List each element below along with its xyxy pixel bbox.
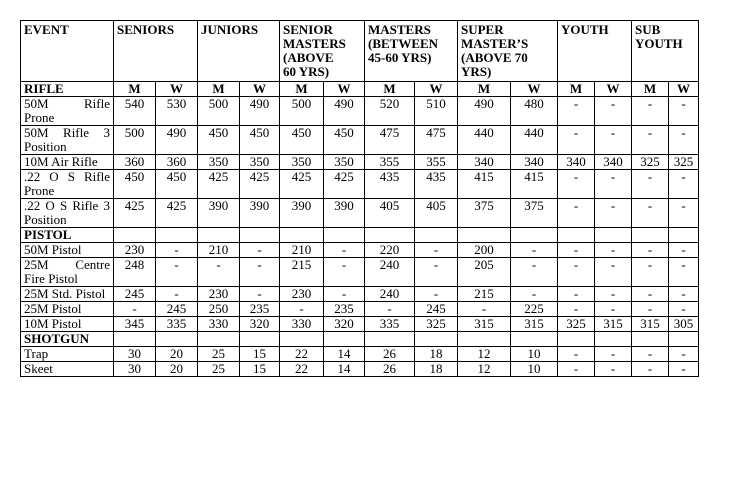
score-cell: 355 <box>365 155 415 170</box>
section-empty-cell <box>415 228 458 243</box>
section-title: PISTOL <box>21 228 114 243</box>
score-cell: - <box>415 243 458 258</box>
section-empty-cell <box>669 228 699 243</box>
gender-label-w: W <box>669 82 699 97</box>
score-cell: 10 <box>511 362 558 377</box>
score-cell: 425 <box>198 170 240 199</box>
score-cell: 235 <box>240 302 280 317</box>
section-title: SHOTGUN <box>21 332 114 347</box>
gender-label-m: M <box>458 82 511 97</box>
event-name: 50M Rifle Prone <box>21 97 114 126</box>
score-cell: 350 <box>280 155 324 170</box>
score-cell: - <box>595 258 632 287</box>
table-body <box>21 82 699 377</box>
gender-label-m: M <box>558 82 595 97</box>
section-empty-cell <box>458 332 511 347</box>
gender-label-m: M <box>198 82 240 97</box>
table-row <box>21 317 699 332</box>
header-senior-masters: SENIOR MASTERS (ABOVE 60 YRS) <box>280 21 365 82</box>
table-row <box>21 243 699 258</box>
score-cell: - <box>595 362 632 377</box>
section-empty-cell <box>198 332 240 347</box>
score-cell: 375 <box>511 199 558 228</box>
gender-label-m: M <box>280 82 324 97</box>
event-name: 10M Pistol <box>21 317 114 332</box>
section-empty-cell <box>595 228 632 243</box>
score-cell: 440 <box>458 126 511 155</box>
section-empty-cell <box>324 228 365 243</box>
score-cell: - <box>669 302 699 317</box>
table-row <box>21 97 699 126</box>
gender-label-w: W <box>511 82 558 97</box>
score-cell: 230 <box>280 287 324 302</box>
score-cell: - <box>558 199 595 228</box>
score-cell: 450 <box>114 170 156 199</box>
score-cell: 390 <box>324 199 365 228</box>
score-cell: 490 <box>324 97 365 126</box>
score-cell: - <box>156 287 198 302</box>
score-cell: - <box>669 258 699 287</box>
score-cell: - <box>511 287 558 302</box>
score-cell: 340 <box>458 155 511 170</box>
event-name: 25M Pistol <box>21 302 114 317</box>
score-cell: 450 <box>280 126 324 155</box>
score-cell: 480 <box>511 97 558 126</box>
score-cell: - <box>558 302 595 317</box>
score-cell: 305 <box>669 317 699 332</box>
table-row <box>21 362 699 377</box>
score-cell: 12 <box>458 347 511 362</box>
score-cell: - <box>324 258 365 287</box>
section-row-pistol <box>21 228 699 243</box>
score-cell: 325 <box>558 317 595 332</box>
score-cell: - <box>669 199 699 228</box>
event-name: Skeet <box>21 362 114 377</box>
score-cell: 425 <box>240 170 280 199</box>
section-empty-cell <box>156 228 198 243</box>
gender-label-w: W <box>595 82 632 97</box>
score-cell: - <box>558 243 595 258</box>
table-row <box>21 126 699 155</box>
section-empty-cell <box>669 332 699 347</box>
score-cell: 415 <box>511 170 558 199</box>
score-cell: 450 <box>240 126 280 155</box>
score-cell: 325 <box>415 317 458 332</box>
section-title: RIFLE <box>21 82 114 97</box>
section-empty-cell <box>511 228 558 243</box>
event-name: 50M Pistol <box>21 243 114 258</box>
score-cell: 210 <box>280 243 324 258</box>
score-cell: 315 <box>595 317 632 332</box>
score-cell: 240 <box>365 287 415 302</box>
score-cell: - <box>632 97 669 126</box>
score-cell: 205 <box>458 258 511 287</box>
score-cell: - <box>324 287 365 302</box>
score-cell: 245 <box>415 302 458 317</box>
table-row <box>21 155 699 170</box>
score-cell: - <box>558 126 595 155</box>
score-cell: 475 <box>365 126 415 155</box>
score-cell: 30 <box>114 347 156 362</box>
score-cell: - <box>558 170 595 199</box>
score-cell: - <box>669 170 699 199</box>
header-sub-youth: SUB YOUTH <box>632 21 699 82</box>
score-cell: 10 <box>511 347 558 362</box>
section-empty-cell <box>280 228 324 243</box>
score-cell: - <box>240 258 280 287</box>
table-container <box>20 20 699 377</box>
score-cell: 425 <box>280 170 324 199</box>
score-cell: 335 <box>156 317 198 332</box>
score-cell: 340 <box>558 155 595 170</box>
score-cell: - <box>595 347 632 362</box>
score-cell: 245 <box>156 302 198 317</box>
score-cell: 390 <box>198 199 240 228</box>
score-cell: 520 <box>365 97 415 126</box>
header-youth: YOUTH <box>558 21 632 82</box>
score-cell: - <box>669 126 699 155</box>
section-empty-cell <box>632 228 669 243</box>
score-cell: - <box>595 287 632 302</box>
score-cell: - <box>558 97 595 126</box>
section-empty-cell <box>595 332 632 347</box>
score-cell: 25 <box>198 347 240 362</box>
score-cell: 360 <box>156 155 198 170</box>
score-cell: 315 <box>632 317 669 332</box>
score-cell: 240 <box>365 258 415 287</box>
score-cell: 340 <box>595 155 632 170</box>
score-cell: 220 <box>365 243 415 258</box>
score-cell: - <box>511 258 558 287</box>
score-cell: 475 <box>415 126 458 155</box>
score-cell: 435 <box>415 170 458 199</box>
score-cell: 490 <box>240 97 280 126</box>
header-event: EVENT <box>21 21 114 82</box>
score-cell: 245 <box>114 287 156 302</box>
score-cell: - <box>558 258 595 287</box>
score-cell: 315 <box>511 317 558 332</box>
score-cell: - <box>415 258 458 287</box>
gender-label-m: M <box>632 82 669 97</box>
score-cell: 230 <box>114 243 156 258</box>
score-cell: 30 <box>114 362 156 377</box>
score-cell: 248 <box>114 258 156 287</box>
score-cell: - <box>595 126 632 155</box>
score-cell: 390 <box>280 199 324 228</box>
score-cell: - <box>632 170 669 199</box>
score-cell: 390 <box>240 199 280 228</box>
table-row <box>21 347 699 362</box>
score-cell: - <box>558 347 595 362</box>
section-empty-cell <box>240 228 280 243</box>
section-empty-cell <box>415 332 458 347</box>
section-empty-cell <box>240 332 280 347</box>
score-cell: 250 <box>198 302 240 317</box>
score-cell: 25 <box>198 362 240 377</box>
score-cell: 450 <box>198 126 240 155</box>
score-cell: - <box>632 126 669 155</box>
section-empty-cell <box>280 332 324 347</box>
score-cell: 15 <box>240 362 280 377</box>
event-name: .22 O S Rifle Prone <box>21 170 114 199</box>
score-cell: - <box>632 362 669 377</box>
score-cell: 215 <box>458 287 511 302</box>
section-row-rifle <box>21 82 699 97</box>
score-cell: 315 <box>458 317 511 332</box>
score-cell: 530 <box>156 97 198 126</box>
score-cell: 350 <box>240 155 280 170</box>
score-cell: 375 <box>458 199 511 228</box>
score-cell: 210 <box>198 243 240 258</box>
header-row <box>21 21 699 82</box>
score-cell: - <box>632 302 669 317</box>
score-cell: 26 <box>365 362 415 377</box>
event-name: .22 O S Rifle 3 Position <box>21 199 114 228</box>
score-cell: 225 <box>511 302 558 317</box>
table-row <box>21 199 699 228</box>
table-row <box>21 170 699 199</box>
score-cell: 200 <box>458 243 511 258</box>
score-cell: 12 <box>458 362 511 377</box>
score-cell: - <box>156 243 198 258</box>
section-empty-cell <box>558 332 595 347</box>
score-cell: 425 <box>324 170 365 199</box>
gender-label-w: W <box>324 82 365 97</box>
section-empty-cell <box>324 332 365 347</box>
score-cell: - <box>669 362 699 377</box>
score-cell: - <box>324 243 365 258</box>
section-empty-cell <box>511 332 558 347</box>
score-cell: 14 <box>324 362 365 377</box>
score-cell: 330 <box>198 317 240 332</box>
score-cell: 500 <box>198 97 240 126</box>
score-cell: 335 <box>365 317 415 332</box>
score-cell: - <box>198 258 240 287</box>
score-cell: 340 <box>511 155 558 170</box>
score-cell: - <box>280 302 324 317</box>
score-cell: - <box>595 199 632 228</box>
score-cell: 22 <box>280 347 324 362</box>
score-cell: - <box>595 170 632 199</box>
event-name: 25M Centre Fire Pistol <box>21 258 114 287</box>
gender-label-w: W <box>415 82 458 97</box>
table-row <box>21 258 699 287</box>
section-empty-cell <box>558 228 595 243</box>
score-cell: - <box>669 97 699 126</box>
score-cell: - <box>632 258 669 287</box>
score-cell: 510 <box>415 97 458 126</box>
score-cell: - <box>632 199 669 228</box>
score-cell: 26 <box>365 347 415 362</box>
score-cell: - <box>669 287 699 302</box>
score-cell: 450 <box>156 170 198 199</box>
score-cell: - <box>511 243 558 258</box>
score-cell: - <box>595 97 632 126</box>
score-cell: - <box>558 287 595 302</box>
score-cell: - <box>632 347 669 362</box>
section-empty-cell <box>365 228 415 243</box>
score-cell: 15 <box>240 347 280 362</box>
score-cell: 20 <box>156 347 198 362</box>
score-cell: - <box>458 302 511 317</box>
score-cell: 14 <box>324 347 365 362</box>
section-empty-cell <box>632 332 669 347</box>
score-cell: 18 <box>415 347 458 362</box>
score-cell: - <box>669 347 699 362</box>
score-cell: - <box>595 302 632 317</box>
section-empty-cell <box>114 228 156 243</box>
score-cell: 435 <box>365 170 415 199</box>
score-cell: - <box>669 243 699 258</box>
section-empty-cell <box>114 332 156 347</box>
score-cell: - <box>156 258 198 287</box>
score-cell: 405 <box>415 199 458 228</box>
score-cell: 215 <box>280 258 324 287</box>
score-cell: - <box>365 302 415 317</box>
score-cell: 350 <box>324 155 365 170</box>
score-cell: 405 <box>365 199 415 228</box>
event-name: 25M Std. Pistol <box>21 287 114 302</box>
event-name: 10M Air Rifle <box>21 155 114 170</box>
score-cell: 360 <box>114 155 156 170</box>
score-cell: - <box>114 302 156 317</box>
score-cell: 320 <box>240 317 280 332</box>
gender-label-w: W <box>156 82 198 97</box>
gender-label-w: W <box>240 82 280 97</box>
score-cell: 425 <box>156 199 198 228</box>
score-cell: - <box>632 287 669 302</box>
score-cell: 490 <box>458 97 511 126</box>
score-cell: 415 <box>458 170 511 199</box>
gender-label-m: M <box>114 82 156 97</box>
header-masters: MASTERS (BETWEEN 45-60 YRS) <box>365 21 458 82</box>
score-cell: 330 <box>280 317 324 332</box>
score-cell: 350 <box>198 155 240 170</box>
section-empty-cell <box>198 228 240 243</box>
header-super-masters: SUPER MASTER’S (ABOVE 70 YRS) <box>458 21 558 82</box>
score-cell: 355 <box>415 155 458 170</box>
header-seniors: SENIORS <box>114 21 198 82</box>
section-row-shotgun <box>21 332 699 347</box>
score-cell: - <box>240 243 280 258</box>
score-cell: 325 <box>669 155 699 170</box>
header-juniors: JUNIORS <box>198 21 280 82</box>
score-cell: 235 <box>324 302 365 317</box>
score-cell: 425 <box>114 199 156 228</box>
score-cell: 490 <box>156 126 198 155</box>
score-cell: 440 <box>511 126 558 155</box>
event-name: Trap <box>21 347 114 362</box>
table-row <box>21 302 699 317</box>
score-cell: 18 <box>415 362 458 377</box>
section-empty-cell <box>365 332 415 347</box>
gender-label-m: M <box>365 82 415 97</box>
score-cell: 320 <box>324 317 365 332</box>
score-cell: - <box>240 287 280 302</box>
table-row <box>21 287 699 302</box>
score-cell: - <box>632 243 669 258</box>
score-cell: 20 <box>156 362 198 377</box>
section-empty-cell <box>156 332 198 347</box>
score-cell: 345 <box>114 317 156 332</box>
score-cell: 450 <box>324 126 365 155</box>
score-cell: - <box>595 243 632 258</box>
score-cell: 325 <box>632 155 669 170</box>
score-cell: 540 <box>114 97 156 126</box>
qualifying-scores-table <box>20 20 699 377</box>
score-cell: 500 <box>280 97 324 126</box>
score-cell: 230 <box>198 287 240 302</box>
score-cell: - <box>558 362 595 377</box>
score-cell: 500 <box>114 126 156 155</box>
section-empty-cell <box>458 228 511 243</box>
score-cell: - <box>415 287 458 302</box>
event-name: 50M Rifle 3 Position <box>21 126 114 155</box>
score-cell: 22 <box>280 362 324 377</box>
